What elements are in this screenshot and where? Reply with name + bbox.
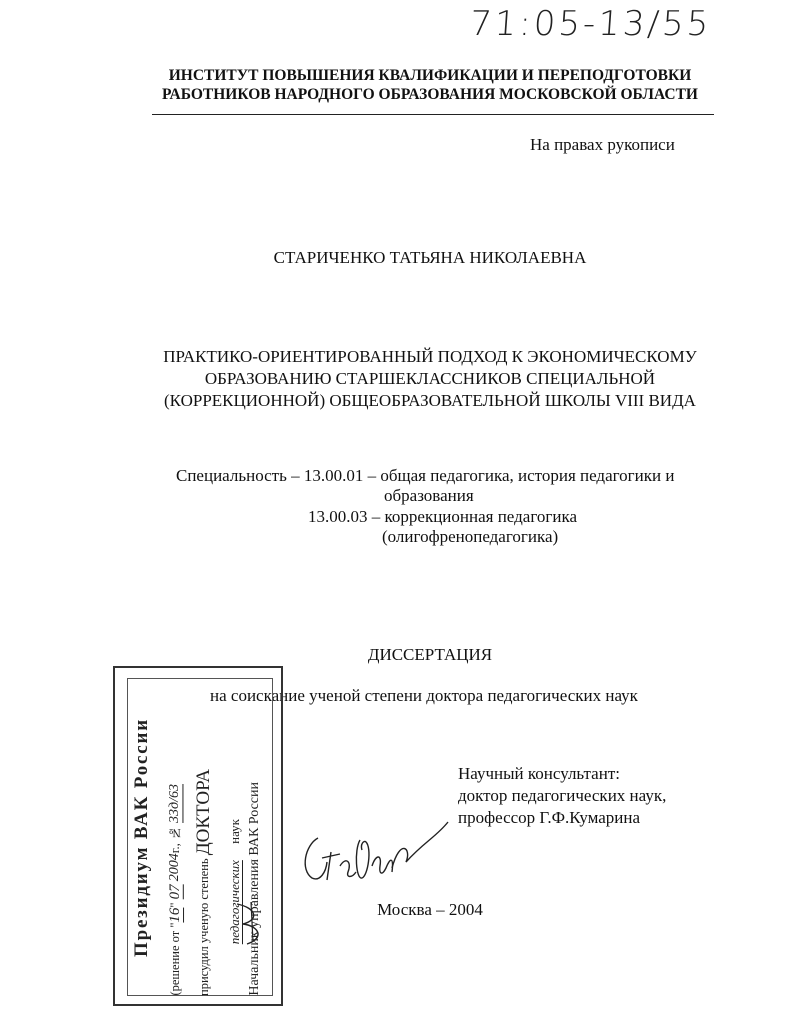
title-line: ОБРАЗОВАНИЮ СТАРШЕКЛАССНИКОВ СПЕЦИАЛЬНОЙ: [204, 369, 656, 388]
stamp-decision-line: [167, 784, 184, 996]
specialty-line-2: образования: [384, 486, 474, 505]
institution-line-2: РАБОТНИКОВ НАРОДНОГО ОБРАЗОВАНИЯ МОСКОВСКОЙ ОБЛАСТИ: [162, 86, 698, 103]
signature-text: Старич: [300, 850, 304, 851]
author-name: СТАРИЧЕНКО ТАТЬЯНА НИКОЛАЕВНА: [273, 248, 587, 267]
specialty-line-1: Специальность – 13.00.01 – общая педагогика, история педагогики и: [176, 466, 675, 485]
stamp-head-line: Начальник управления ВАК России: [247, 782, 262, 996]
degree-line: на соискание ученой степени доктора педагогических наук: [210, 686, 638, 705]
consultant-degree: доктор педагогических наук,: [458, 786, 667, 805]
institution-line-1: ИНСТИТУТ ПОВЫШЕНИЯ КВАЛИФИКАЦИИ И ПЕРЕПОДГОТОВКИ: [168, 67, 692, 84]
consultant-name: профессор Г.Ф.Кумарина: [458, 808, 641, 827]
manuscript-note: На правах рукописи: [530, 135, 675, 154]
stamp-decision-quote: ": [168, 902, 182, 909]
title-line: ПРАКТИКО-ОРИЕНТИРОВАННЫЙ ПОДХОД К ЭКОНОМИЧЕСКОМУ: [163, 347, 697, 366]
stamp-decision-number: 33д/63: [167, 784, 182, 824]
document-type: ДИССЕРТАЦИЯ: [367, 645, 493, 664]
place-year: Москва – 2004: [377, 900, 483, 919]
stamp-decision-day: 16: [167, 908, 183, 924]
stamp-decision-prefix: (решение от ": [168, 923, 182, 996]
stamp-degree-big: ДОКТОРА: [193, 769, 214, 856]
stamp-field-hand: педагогических: [227, 859, 242, 944]
archive-code: 71:05-13/55: [468, 4, 713, 44]
stamp-decision-year: 2004: [167, 853, 182, 882]
specialty-line-3: 13.00.03 – коррекционная педагогика: [308, 507, 577, 526]
stamp-decision-suffix: г., №: [168, 826, 182, 854]
stamp-head-signature: [233, 898, 269, 948]
stamp-degree-line: [193, 769, 215, 996]
title-line: (КОРРЕКЦИОННОЙ) ОБЩЕОБРАЗОВАТЕЛЬНОЙ ШКОЛЫ VIII ВИДА: [164, 391, 696, 410]
stamp-field-suffix: наук: [227, 818, 242, 844]
specialty-line-4: (олигофренопедагогика): [382, 527, 559, 546]
stamp-degree-prefix: присудил ученую степень: [197, 858, 211, 996]
stamp-decision-month: 07: [167, 884, 183, 900]
stamp-presidium: Президиум ВАК России: [131, 718, 152, 958]
consultant-label: Научный консультант:: [458, 764, 620, 783]
vak-stamp: [113, 666, 283, 1006]
